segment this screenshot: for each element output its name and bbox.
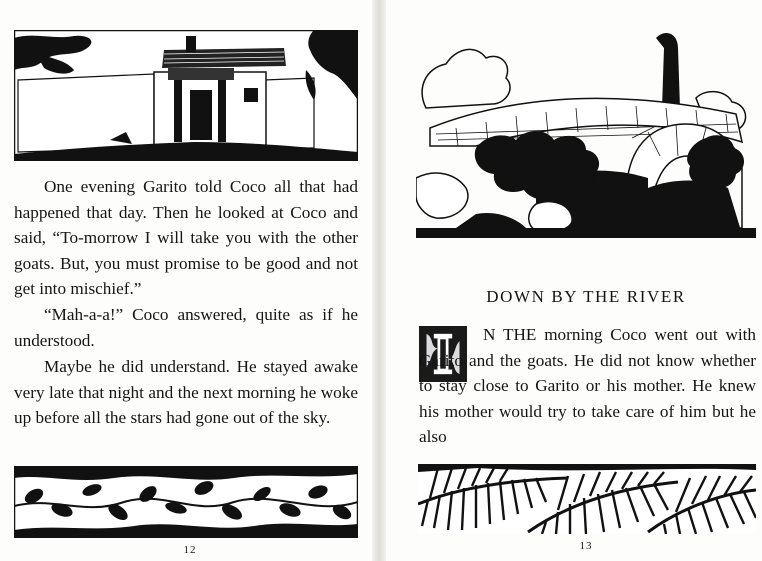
page-number: 13	[579, 540, 593, 552]
paragraph: “Mah-a-a!” Coco answered, quite as if he understood.	[14, 305, 358, 350]
paragraph: One evening Garito told Coco all that had happened that day. Then he looked at Coco and said, “To-morrow I will take you with the other goats. But, you must promise to be good and not get into mischief.”	[14, 177, 358, 299]
vine-border-illustration	[14, 466, 358, 538]
book-gutter	[372, 0, 386, 561]
paragraph: N THE morning Coco went out with Garito and the goats. He did not know whether to stay close to Garito or his mother. He knew his mother would try to take care of him but he also	[419, 325, 756, 447]
house-illustration	[14, 30, 358, 161]
palm-frond-illustration	[418, 464, 756, 534]
chapter-title: DOWN BY THE RIVER	[486, 287, 686, 306]
page-number: 12	[183, 544, 197, 556]
bridge-illustration	[416, 28, 756, 238]
paragraph: Maybe he did understand. He stayed awake very late that night and the next morning he woke up before all the stars had gone out of the sky.	[14, 357, 358, 428]
